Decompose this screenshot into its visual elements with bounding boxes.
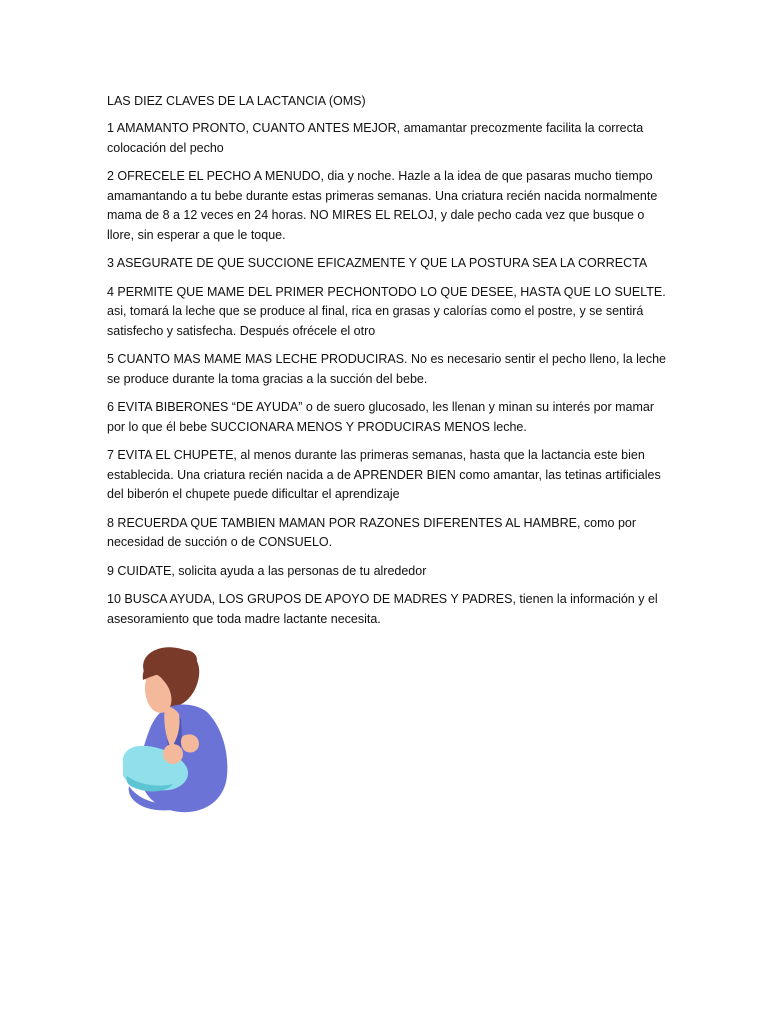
paragraph-clave-9: 9 CUIDATE, solicita ayuda a las personas de tu alrededor	[107, 563, 427, 578]
paragraph-clave-1: 1 AMAMANTO PRONTO, CUANTO ANTES MEJOR, amamantar precozmente facilita la correcta colocación del pecho	[107, 121, 644, 155]
paragraph-clave-2: 2 OFRECELE EL PECHO A MENUDO, dia y noche. Hazle a la idea de que pasaras mucho tiempo amamantando a tu bebe durante estas primeras semanas. Una criatura recién nacida normalmente mama de 8 a 12 veces en 24 horas. NO MIRES EL RELOJ, y dale pecho cada vez que busque o llore, sin esperar a que le toque.	[107, 169, 658, 242]
paragraph-clave-6: 6 EVITA BIBERONES “DE AYUDA” o de suero glucosado, les llenan y minan su interés por mamar por lo que él bebe SUCCIONARA MENOS Y PRODUCIRAS MENOS leche.	[107, 400, 654, 434]
paragraph-clave-4: 4 PERMITE QUE MAME DEL PRIMER PECHONTODO LO QUE DESEE, HASTA QUE LO SUELTE. asi, tomará la leche que se produce al final, rica en grasas y calorías como el postre, y se sentirá satisfecho y satisfecha. Después ofrécele el otro	[107, 284, 666, 338]
document-title: LAS DIEZ CLAVES DE LA LACTANCIA (OMS)	[107, 94, 366, 108]
paragraph-clave-8: 8 RECUERDA QUE TAMBIEN MAMAN POR RAZONES DIFERENTES AL HAMBRE, como por necesidad de succión o de CONSUELO.	[107, 515, 637, 549]
document-body	[107, 92, 667, 638]
paragraph-clave-10: 10 BUSCA AYUDA, LOS GRUPOS DE APOYO DE MADRES Y PADRES, tienen la información y el asesoramiento que toda madre lactante necesita.	[107, 592, 658, 626]
paragraph-clave-3: 3 ASEGURATE DE QUE SUCCIONE EFICAZMENTE Y QUE LA POSTURA SEA LA CORRECTA	[107, 256, 648, 270]
breastfeeding-mother-icon	[107, 636, 247, 831]
paragraph-clave-5: 5 CUANTO MAS MAME MAS LECHE PRODUCIRAS. No es necesario sentir el pecho lleno, la leche se produce durante la toma gracias a la succión del bebe.	[107, 352, 666, 386]
paragraph-clave-7: 7 EVITA EL CHUPETE, al menos durante las primeras semanas, hasta que la lactancia este bien establecida. Una criatura recién nacida a de APRENDER BIEN como amantar, las tetinas artificiales del biberón el chupete puede dificultar el aprendizaje	[107, 448, 661, 501]
